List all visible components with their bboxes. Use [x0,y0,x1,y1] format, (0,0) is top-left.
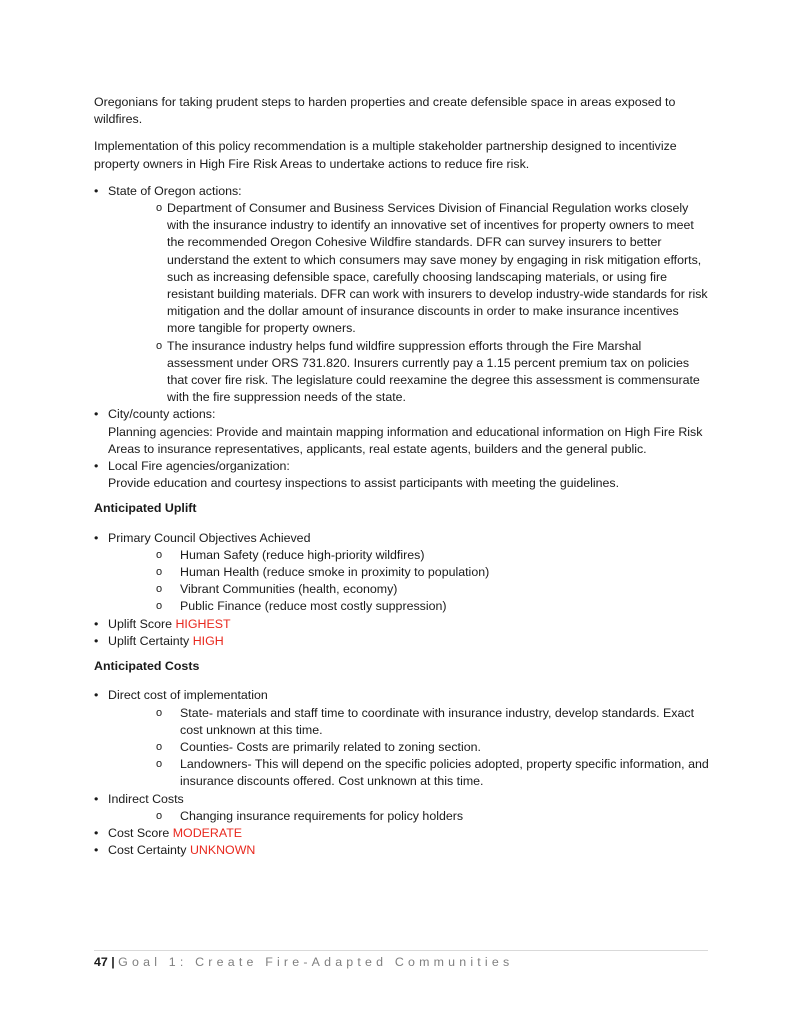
local-actions-label: Local Fire agencies/organization: [108,459,290,474]
intro-paragraph-2: Implementation of this policy recommendation is a multiple stakeholder partnership designed to incentivize property owners in High Fire Risk Areas to undertake actions to reduce fire risk. [94,139,677,171]
city-actions-text: Planning agencies: Provide and maintain mapping information and educational information on High Fire Risk Areas to insurance representatives, applicants, real estate agents, builders and the general public. [108,424,703,456]
costs-list [94,687,710,859]
circle-bullet-icon: o [156,758,163,771]
list-item [156,581,710,598]
list-item [156,739,710,756]
uplift-certainty-label: Uplift Certainty [108,633,193,648]
indirect-cost-label: Indirect Costs [108,791,184,806]
bullet-icon: • [94,530,99,545]
list-item [156,200,710,338]
local-actions-text: Provide education and courtesy inspections to assist participants with meeting the guidelines. [108,476,620,491]
page-footer [94,950,708,969]
circle-bullet-icon: o [156,548,163,561]
footer-title: Goal 1: Create Fire-Adapted Communities [118,955,514,969]
indirect-cost-sublist [108,808,710,825]
indirect-cost-text: Changing insurance requirements for policy holders [180,808,464,823]
state-actions-label: State of Oregon actions: [108,183,242,198]
list-item [94,842,710,859]
circle-bullet-icon: o [156,583,163,596]
direct-cost-sublist [108,705,710,791]
intro-paragraph-1: Oregonians for taking prudent steps to harden properties and create defensible space in areas exposed to wildfires. [94,95,676,127]
list-item [94,458,710,492]
list-item [156,705,710,739]
direct-cost-text: Landowners- This will depend on the specific policies adopted, property specific information, and insurance discounts offered. Cost unknown at this time. [180,757,709,789]
list-item [94,616,710,633]
circle-bullet-icon: o [156,202,163,215]
cost-certainty-value: UNKNOWN [189,843,256,858]
state-actions-sublist [108,200,710,406]
footer-separator: | [111,955,115,969]
list-item [156,598,710,615]
bullet-icon: • [94,791,99,806]
circle-bullet-icon: o [156,600,163,613]
cost-score-label: Cost Score [108,825,173,840]
state-action-text: Department of Consumer and Business Services Division of Financial Regulation works closely with the insurance industry to identify an innovative set of incentives for property owners to meet the recommended Oregon Cohesive Wildfire standards. DFR can survey insurers to better understand the extent to which consumers may save money by engaging in risk mitigation efforts, such as increasing defensible space, carefully choosing landscaping materials, or using fire resistant building materials. DFR can work with insurers to develop industry-wide standards for risk mitigation and the dollar amount of insurance discounts in order to make insurance incentives more tangible for property owners. [167,201,708,336]
uplift-list [94,530,710,650]
circle-bullet-icon: o [156,339,163,352]
list-item [156,564,710,581]
objective-text: Vibrant Communities (health, economy) [180,582,398,597]
list-item [156,808,710,825]
costs-heading: Anticipated Costs [94,659,200,674]
page-number: 47 [94,955,108,969]
list-item [94,791,710,825]
direct-cost-label: Direct cost of implementation [108,688,268,703]
objectives-label: Primary Council Objectives Achieved [108,530,311,545]
actions-list [94,183,710,493]
bullet-icon: • [94,459,99,474]
objectives-sublist [108,547,710,616]
list-item [94,530,710,616]
circle-bullet-icon: o [156,706,163,719]
bullet-icon: • [94,633,99,648]
uplift-score-label: Uplift Score [108,616,176,631]
direct-cost-text: Counties- Costs are primarily related to zoning section. [180,739,481,754]
city-actions-label: City/county actions: [108,407,216,422]
cost-certainty-label: Cost Certainty [108,843,190,858]
objective-text: Human Safety (reduce high-priority wildfires) [180,547,425,562]
bullet-icon: • [94,407,99,422]
objective-text: Human Health (reduce smoke in proximity to population) [180,565,490,580]
document-page [94,94,710,867]
list-item [156,338,710,407]
uplift-heading: Anticipated Uplift [94,501,197,516]
list-item [94,183,710,407]
list-item [156,756,710,790]
circle-bullet-icon: o [156,566,163,579]
circle-bullet-icon: o [156,740,163,753]
list-item [94,687,710,790]
list-item [94,825,710,842]
bullet-icon: • [94,825,99,840]
list-item [94,633,710,650]
bullet-icon: • [94,183,99,198]
bullet-icon: • [94,616,99,631]
list-item [156,547,710,564]
direct-cost-text: State- materials and staff time to coordinate with insurance industry, develop standards. Exact cost unknown at this time. [180,705,695,737]
uplift-certainty-value: HIGH [192,633,224,648]
circle-bullet-icon: o [156,809,163,822]
bullet-icon: • [94,688,99,703]
list-item [94,406,710,458]
uplift-score-value: HIGHEST [175,616,231,631]
objective-text: Public Finance (reduce most costly suppression) [180,599,447,614]
bullet-icon: • [94,843,99,858]
cost-score-value: MODERATE [172,825,243,840]
state-action-text: The insurance industry helps fund wildfire suppression efforts through the Fire Marshal assessment under ORS 731.820. Insurers currently pay a 1.15 percent premium tax on policies that cover fire risk. The legislature could reexamine the degree this assessment is commensurate with the fire suppression needs of the state. [167,338,700,405]
